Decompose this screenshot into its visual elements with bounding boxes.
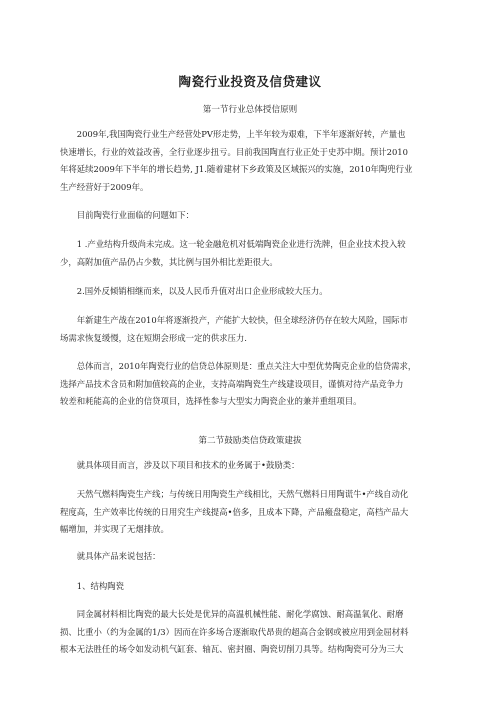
paragraph-line: 年新建生产战在2010年将逐渐投产，产能扩大较快，但全球经济仍存在较大风险，国际市 xyxy=(60,315,408,325)
paragraph-line: 年将延续2009年下半年的增长趋势, J1.随着建材下乡政策及区域振兴的实施，2010年陶兜行业 xyxy=(60,164,413,174)
paragraph xyxy=(60,548,452,566)
paragraph xyxy=(60,457,452,475)
section-1-heading: 第一节行业总体授信原则 xyxy=(202,105,298,115)
paragraph xyxy=(60,236,452,271)
paragraph-line: 2009年,我国陶瓷行业生产经营处PV形走势，上半年较为艰难，下半年逐渐好转，产量也 xyxy=(60,129,406,139)
paragraph-line: 快速增长，行业的效益改善，全行业逐步扭亏。目前我国陶直行业正处于史苏中期。预计2010 xyxy=(60,146,408,157)
paragraph-line: 生产经营好于2009年。 xyxy=(60,181,149,192)
paragraph-line: 同金属材料相比陶瓷的最大长处是优异的高温机械性能、耐化学腐蚀、耐高温氧化、耐磨 xyxy=(60,609,404,619)
section-2-heading: 第二节鼓励类信贷政策建拔 xyxy=(198,436,302,446)
paragraph-line: 程度高，生产效率比传统的日用究生产线提高•倍多，且成本下降，产品瘢盘稳定，高档产品大 xyxy=(60,506,409,517)
document-title: 陶瓷行业投资及信贷建议 xyxy=(178,74,322,89)
paragraph-line: 选择产品技术含员和附加值较高的企业，支持高端陶瓷生产线建设项目，谨慎对待产品竞争力 xyxy=(60,378,404,389)
paragraph xyxy=(60,312,452,347)
paragraph-line: 就具体项目而言，涉及以下项目和技术的业务属于•鼓励类： xyxy=(60,460,300,470)
paragraph-line: 1、结构陶瓷 xyxy=(60,581,124,591)
paragraph-line: 根本无法胜任的场令如发动机气缸套、轴瓦、密封圈、陶瓷切削刀具等。结构陶瓷可分为三大 xyxy=(60,644,404,654)
paragraph xyxy=(60,486,452,539)
paragraph xyxy=(60,126,452,196)
paragraph-line: 目前陶瓷行业面临的问题如下： xyxy=(60,210,194,220)
paragraph xyxy=(60,606,452,659)
paragraph xyxy=(60,207,452,225)
paragraph-line: 1 .产业结构升级尚未完成。这一轮金融危机对低端陶瓷企业进行洗牌，但企业技术投入较 xyxy=(60,239,406,249)
paragraph-line: 场需求恢复缓慢，这在短期会形成一定的供求压力. xyxy=(60,332,247,343)
paragraph xyxy=(60,358,452,411)
paragraph-line: 少，高附加值产品仍占少数，其比例与国外相比差距很大。 xyxy=(60,256,278,267)
paragraph-line: 天然气燃料陶瓷生产线；与传统日用陶瓷生产线相比，天然气燃料日用陶谎牛•产线自动化 xyxy=(60,489,409,499)
paragraph xyxy=(60,578,452,596)
paragraph-line: 总体而言，2010年陶瓷行业的信贷总体原则是：重点关注大中型优势陶克企业的信贷需求， xyxy=(60,361,417,371)
paragraph-line: 就具体产品来说包括： xyxy=(60,551,161,561)
paragraph xyxy=(60,283,452,301)
paragraph-line: 2.国外反倾销相继而来，以及人民币升值对出口企业形成较大压力。 xyxy=(60,286,328,296)
paragraph-line: 较差和耗能高的企业的信贷项目，选择性参与大型实力陶瓷企业的兼并重组项目。 xyxy=(60,396,362,406)
paragraph-line: 损、比重小（约为金属的1/3）因而在许多场合逐渐取代昂贵的超高合金钢或被应用到金屈材料 xyxy=(60,626,409,637)
paragraph-line: 幅增加，并实现了无烟排放。 xyxy=(60,524,169,534)
